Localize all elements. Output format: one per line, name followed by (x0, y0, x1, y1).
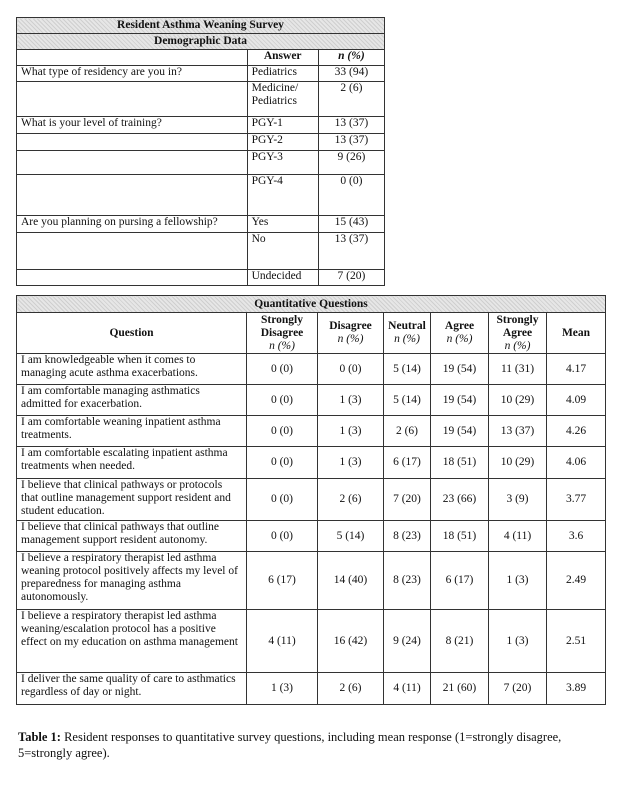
cell-mean: 4.09 (547, 385, 606, 416)
cell-strongly-agree: 1 (3) (489, 552, 547, 610)
cell-neutral: 5 (14) (384, 354, 431, 385)
cell-disagree: 0 (0) (318, 354, 384, 385)
cell-neutral: 4 (11) (384, 673, 431, 705)
cell-agree: 19 (54) (431, 354, 489, 385)
cell-agree: 19 (54) (431, 385, 489, 416)
cell-neutral: 2 (6) (384, 416, 431, 447)
demo-n: 15 (43) (318, 216, 384, 233)
cell-strongly-disagree: 1 (3) (247, 673, 318, 705)
cell-disagree: 2 (6) (318, 479, 384, 521)
cell-strongly-agree: 3 (9) (489, 479, 547, 521)
cell-agree: 8 (21) (431, 610, 489, 673)
cell-agree: 6 (17) (431, 552, 489, 610)
cell-disagree: 14 (40) (318, 552, 384, 610)
demo-answer: Medicine/ Pediatrics (247, 82, 318, 117)
demo-question: What type of residency are you in? (17, 66, 248, 82)
table-row (17, 673, 606, 705)
mean-header: Mean (547, 313, 606, 354)
cell-mean: 3.6 (547, 521, 606, 552)
cell-strongly-disagree: 0 (0) (247, 416, 318, 447)
demo-n: 33 (94) (318, 66, 384, 82)
quantitative-table (16, 295, 606, 705)
question-text: I am comfortable escalating inpatient asthma treatments when needed. (17, 447, 247, 479)
table-row (17, 479, 606, 521)
cell-strongly-agree: 7 (20) (489, 673, 547, 705)
question-text: I am comfortable weaning inpatient asthma treatments. (17, 416, 247, 447)
question-text: I believe a respiratory therapist led asthma weaning protocol positively affects my level of preparedness for managing asthma autonomously. (17, 552, 247, 610)
demo-n: 13 (37) (318, 233, 384, 270)
cell-strongly-agree: 10 (29) (489, 385, 547, 416)
cell-mean: 2.51 (547, 610, 606, 673)
table-row (17, 521, 606, 552)
cell-neutral: 7 (20) (384, 479, 431, 521)
cell-strongly-agree: 4 (11) (489, 521, 547, 552)
cell-neutral: 8 (23) (384, 552, 431, 610)
cell-neutral: 8 (23) (384, 521, 431, 552)
demo-question: What is your level of training? (17, 117, 248, 134)
demo-answer: No (247, 233, 318, 270)
demo-n: 0 (0) (318, 175, 384, 216)
cell-agree: 18 (51) (431, 447, 489, 479)
empty-header-cell (17, 50, 248, 66)
demo-n: 9 (26) (318, 151, 384, 175)
cell-agree: 23 (66) (431, 479, 489, 521)
table-row (17, 447, 606, 479)
caption-label: Table 1: (18, 730, 61, 744)
cell-neutral: 9 (24) (384, 610, 431, 673)
demo-question (17, 233, 248, 270)
cell-strongly-disagree: 0 (0) (247, 385, 318, 416)
agree-header: Agree n (%) (431, 313, 489, 354)
demo-n: 13 (37) (318, 134, 384, 151)
demo-answer: Undecided (247, 270, 318, 286)
question-text: I believe that clinical pathways that outline management support resident autonomy. (17, 521, 247, 552)
cell-disagree: 16 (42) (318, 610, 384, 673)
demo-answer: PGY-2 (247, 134, 318, 151)
demo-answer: PGY-4 (247, 175, 318, 216)
demo-answer: PGY-3 (247, 151, 318, 175)
cell-disagree: 5 (14) (318, 521, 384, 552)
neutral-header: Neutral n (%) (384, 313, 431, 354)
cell-strongly-agree: 11 (31) (489, 354, 547, 385)
table-row (17, 385, 606, 416)
demo-question: Are you planning on pursing a fellowship? (17, 216, 248, 233)
demo-answer: Yes (247, 216, 318, 233)
table-caption (18, 729, 578, 761)
cell-strongly-disagree: 0 (0) (247, 447, 318, 479)
strongly-disagree-header: Strongly Disagree n (%) (247, 313, 318, 354)
cell-mean: 3.77 (547, 479, 606, 521)
table-row (17, 552, 606, 610)
demo-question (17, 134, 248, 151)
cell-agree: 18 (51) (431, 521, 489, 552)
cell-strongly-agree: 1 (3) (489, 610, 547, 673)
cell-disagree: 1 (3) (318, 416, 384, 447)
cell-neutral: 5 (14) (384, 385, 431, 416)
table-row (17, 610, 606, 673)
demo-n: 2 (6) (318, 82, 384, 117)
demo-answer: Pediatrics (247, 66, 318, 82)
demo-question (17, 175, 248, 216)
cell-disagree: 1 (3) (318, 447, 384, 479)
cell-strongly-disagree: 6 (17) (247, 552, 318, 610)
caption-text: Resident responses to quantitative survey questions, including mean response (1=strongly disagree, 5=strongly agree). (18, 730, 562, 760)
disagree-header: Disagree n (%) (318, 313, 384, 354)
quantitative-section-header: Quantitative Questions (17, 296, 606, 313)
table-row (17, 416, 606, 447)
question-text: I believe a respiratory therapist led asthma weaning/escalation protocol has a positive effect on my education on asthma management (17, 610, 247, 673)
demo-question (17, 151, 248, 175)
cell-agree: 21 (60) (431, 673, 489, 705)
table-row (17, 354, 606, 385)
n-header: n (%) (318, 50, 384, 66)
cell-agree: 19 (54) (431, 416, 489, 447)
demo-answer: PGY-1 (247, 117, 318, 134)
cell-mean: 4.26 (547, 416, 606, 447)
cell-strongly-disagree: 0 (0) (247, 521, 318, 552)
survey-title: Resident Asthma Weaning Survey (17, 18, 385, 34)
demo-question (17, 82, 248, 117)
question-text: I believe that clinical pathways or protocols that outline management support resident and student education. (17, 479, 247, 521)
answer-header: Answer (247, 50, 318, 66)
demographic-table (16, 17, 385, 286)
demo-n: 7 (20) (318, 270, 384, 286)
cell-mean: 2.49 (547, 552, 606, 610)
question-header: Question (17, 313, 247, 354)
demographic-section-header: Demographic Data (17, 34, 385, 50)
demo-n: 13 (37) (318, 117, 384, 134)
cell-mean: 4.17 (547, 354, 606, 385)
cell-strongly-agree: 10 (29) (489, 447, 547, 479)
cell-neutral: 6 (17) (384, 447, 431, 479)
question-text: I am knowledgeable when it comes to managing acute asthma exacerbations. (17, 354, 247, 385)
cell-strongly-disagree: 0 (0) (247, 479, 318, 521)
cell-disagree: 1 (3) (318, 385, 384, 416)
question-text: I deliver the same quality of care to asthmatics regardless of day or night. (17, 673, 247, 705)
question-text: I am comfortable managing asthmatics admitted for exacerbation. (17, 385, 247, 416)
strongly-agree-header: Strongly Agree n (%) (489, 313, 547, 354)
cell-strongly-agree: 13 (37) (489, 416, 547, 447)
cell-disagree: 2 (6) (318, 673, 384, 705)
cell-mean: 4.06 (547, 447, 606, 479)
cell-strongly-disagree: 0 (0) (247, 354, 318, 385)
cell-strongly-disagree: 4 (11) (247, 610, 318, 673)
demo-question (17, 270, 248, 286)
cell-mean: 3.89 (547, 673, 606, 705)
